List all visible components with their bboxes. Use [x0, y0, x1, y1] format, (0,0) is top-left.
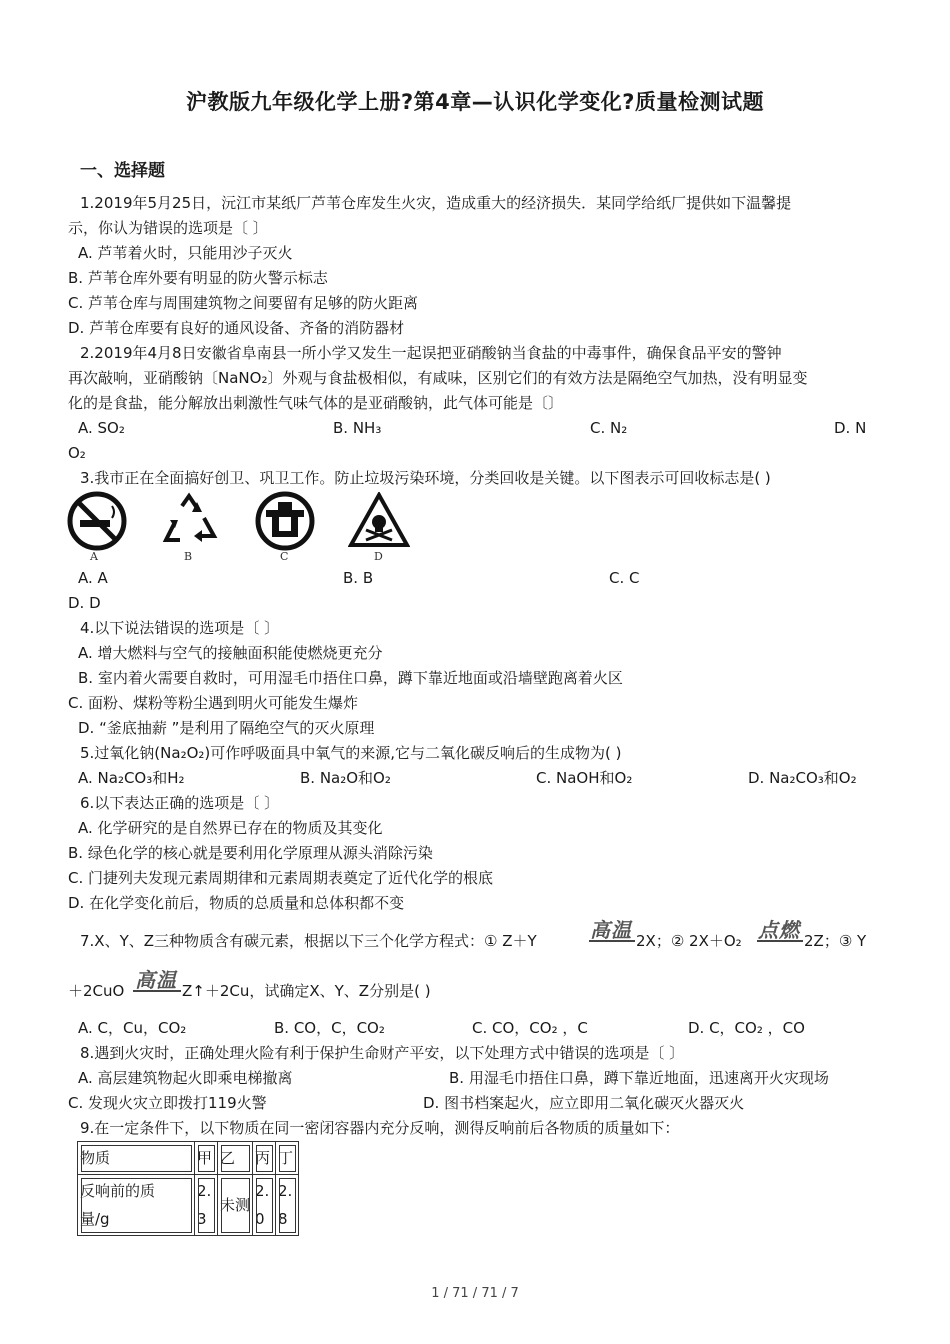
icon-label-c: C — [280, 550, 289, 563]
section-heading: 一、选择题 — [80, 161, 165, 181]
q9-stem: 9.在一定条件下，以下物质在同一密闭容器内充分反响，测得反响前后各物质的质量如下： — [80, 1119, 680, 1137]
q2-option-b: B. NH₃ — [333, 419, 382, 437]
q4-stem: 4.以下说法错误的选项是〔 〕 — [80, 619, 280, 637]
table-header-cell: 丙 — [253, 1142, 276, 1175]
table-cell — [276, 1175, 299, 1236]
q7-stem-part1: 7.X、Y、Z三种物质含有碳元素，根据以下三个化学方程式：① Z＋Y — [80, 932, 537, 950]
q7-arrow-3 — [133, 990, 181, 992]
q7-option-c: C. CO，CO₂ ，C — [472, 1019, 588, 1037]
q2-stem-cont: 再次敲响，亚硝酸钠〔NaNO₂〕外观与食盐极相似，有咸味，区别它们的有效方法是隔绝空气加热，没有明显变 — [68, 369, 808, 387]
q8-option-a: A. 高层建筑物起火即乘电梯撤离 — [78, 1069, 293, 1087]
q8-stem: 8.遇到火灾时，正确处理火险有利于保护生命财产平安，以下处理方式中错误的选项是〔 〕 — [80, 1044, 685, 1062]
q5-option-d: D. Na₂CO₃和O₂ — [748, 769, 857, 787]
q4-option-a: A. 增大燃料与空气的接触面积能使燃烧更充分 — [78, 644, 383, 662]
q5-stem: 5.过氧化钠(Na₂O₂)可作呼吸面具中氧气的来源,它与二氧化碳反响后的生成物为( ) — [80, 744, 622, 762]
q6-option-a: A. 化学研究的是自然界已存在的物质及其变化 — [78, 819, 383, 837]
q1-option-c: C. 芦苇仓库与周围建筑物之间要留有足够的防火距离 — [68, 294, 419, 312]
q1-stem: 1.2019年5月25日，沅江市某纸厂芦苇仓库发生火灾，造成重大的经济损失．某同学给纸厂提供如下温馨提 — [80, 194, 792, 212]
q6-option-d: D. 在化学变化前后，物质的总质量和总体积都不变 — [68, 894, 405, 912]
q8-option-b: B. 用湿毛巾捂住口鼻，蹲下靠近地面，迅速离开火灾现场 — [449, 1069, 829, 1087]
q7-stem-part2: 2X；② 2X＋O₂ — [636, 932, 742, 950]
q1-option-a: A. 芦苇着火时，只能用沙子灭火 — [78, 244, 293, 262]
q5-option-a: A. Na₂CO₃和H₂ — [78, 769, 185, 787]
table-row — [78, 1175, 299, 1236]
cell-line: 8 — [278, 1210, 288, 1228]
q7-arrow-1 — [589, 940, 635, 942]
q7-stem-part5: Z↑＋2Cu，试确定X、Y、Z分别是( ) — [182, 982, 431, 1000]
q5-option-b: B. Na₂O和O₂ — [300, 769, 391, 787]
q7-stem-part3: 2Z；③ Y — [804, 932, 867, 950]
q1-option-d: D. 芦苇仓库要有良好的通风设备、齐备的消防器材 — [68, 319, 405, 337]
q3-option-c: C. C — [609, 569, 640, 587]
q2-option-a: A. SO₂ — [78, 419, 125, 437]
cell-line: 0 — [255, 1210, 265, 1228]
table-header-cell: 丁 — [276, 1142, 299, 1175]
q3-option-d: D. D — [68, 594, 101, 612]
q7-option-b: B. CO，C，CO₂ — [274, 1019, 385, 1037]
q2-option-c: C. N₂ — [590, 419, 628, 437]
q3-option-a: A. A — [78, 569, 108, 587]
q2-stem-cont2: 化的是食盐，能分解放出刺激性气味气体的是亚硝酸钠，此气体可能是〔〕 — [68, 394, 564, 412]
q1-stem-cont: 示，你认为错误的选项是〔 〕 — [68, 219, 268, 237]
cell-line: 3 — [197, 1210, 207, 1228]
no-smoking-icon — [66, 490, 128, 552]
row-label-line: 量/g — [80, 1210, 110, 1228]
table-header-cell: 甲 — [195, 1142, 218, 1175]
q7-option-a: A. C，Cu，CO₂ — [78, 1019, 187, 1037]
icon-label-b: B — [184, 550, 193, 563]
table-header-cell: 物质 — [78, 1142, 195, 1175]
icon-label-d: D — [374, 550, 383, 563]
q7-option-d: D. C，CO₂ ，CO — [688, 1019, 805, 1037]
table-cell — [195, 1175, 218, 1236]
q2-option-d-cont: O₂ — [68, 444, 86, 462]
water-saving-icon — [254, 490, 316, 552]
table-cell — [253, 1175, 276, 1236]
document-title: 沪教版九年级化学上册?第4章—认识化学变化?质量检测试题 — [186, 90, 764, 114]
cell-line: 2. — [278, 1182, 293, 1200]
mass-table — [77, 1141, 299, 1236]
q4-option-c: C. 面粉、煤粉等粉尘遇到明火可能发生爆炸 — [68, 694, 359, 712]
q4-option-d: D. “釜底抽薪 ”是利用了隔绝空气的灭火原理 — [78, 719, 375, 737]
cell-line: 2. — [197, 1182, 212, 1200]
q1-option-b: B. 芦苇仓库外要有明显的防火警示标志 — [68, 269, 328, 287]
table-cell: 未测 — [218, 1175, 253, 1236]
q7-stem-part4: ＋2CuO — [68, 982, 125, 1000]
q3-option-b: B. B — [343, 569, 374, 587]
cell-line: 2. — [255, 1182, 270, 1200]
q7-condition-3: 高温 — [135, 968, 177, 992]
recycle-icon — [160, 492, 218, 550]
q2-stem: 2.2019年4月8日安徽省阜南县一所小学又发生一起误把亚硝酸钠当食盐的中毒事件，确保食品平安的警钟 — [80, 344, 782, 362]
q7-condition-1: 高温 — [590, 918, 632, 942]
q5-option-c: C. NaOH和O₂ — [536, 769, 633, 787]
table-header-cell: 乙 — [218, 1142, 253, 1175]
table-row-label — [78, 1175, 195, 1236]
q8-option-c: C. 发现火灾立即拨打119火警 — [68, 1094, 267, 1112]
row-label-line: 反响前的质 — [80, 1182, 156, 1200]
page-number: 1 / 71 / 71 / 7 — [431, 1286, 519, 1301]
q7-arrow-2 — [757, 940, 803, 942]
toxic-hazard-icon — [348, 492, 410, 548]
q8-option-d: D. 图书档案起火，应立即用二氧化碳灭火器灭火 — [423, 1094, 745, 1112]
q6-option-c: C. 门捷列夫发现元素周期律和元素周期表奠定了近代化学的根底 — [68, 869, 494, 887]
q6-stem: 6.以下表达正确的选项是〔 〕 — [80, 794, 280, 812]
q2-option-d: D. N — [834, 419, 867, 437]
icon-label-a: A — [90, 550, 98, 563]
q4-option-b: B. 室内着火需要自救时，可用湿毛巾捂住口鼻，蹲下靠近地面或沿墙壁跑离着火区 — [78, 669, 623, 687]
table-header-row — [78, 1142, 299, 1175]
q7-condition-2: 点燃 — [758, 918, 800, 942]
q6-option-b: B. 绿色化学的核心就是要利用化学原理从源头消除污染 — [68, 844, 433, 862]
q3-stem: 3.我市正在全面搞好创卫、巩卫工作。防止垃圾污染环境，分类回收是关键。以下图表示可回收标志是( ) — [80, 469, 771, 487]
